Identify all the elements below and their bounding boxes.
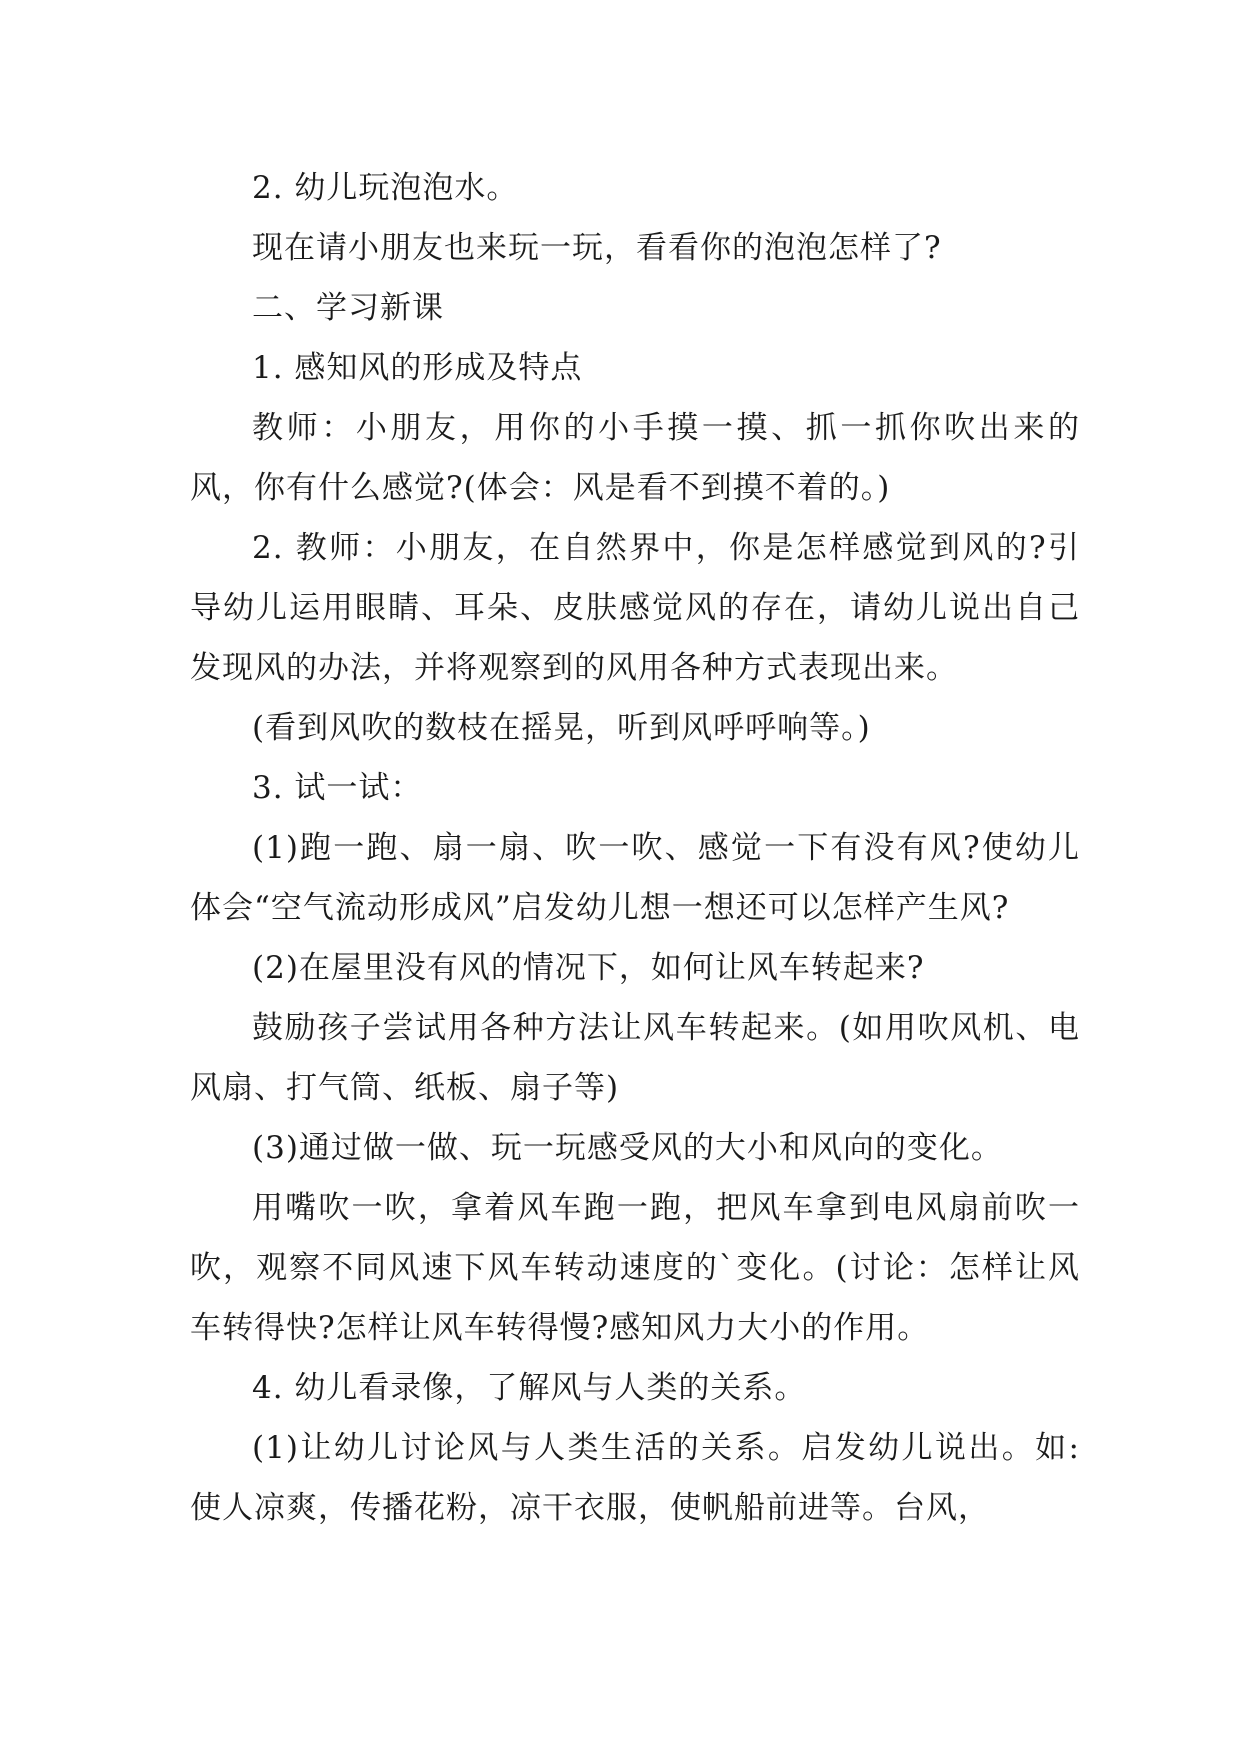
section-heading: 二、学习新课	[252, 290, 444, 326]
paragraph-4: 1. 感知风的形成及特点	[252, 350, 583, 386]
document-body	[190, 158, 1080, 1538]
paragraph-6: 2. 教师：小朋友，在自然界中，你是怎样感觉到风的?引导幼儿运用眼睛、耳朵、皮肤感觉风的存在，请幼儿说出自己发现风的办法，并将观察到的风用各种方式表现出来。	[190, 530, 1080, 686]
paragraph-8: 3. 试一试：	[252, 770, 423, 806]
paragraph-13: 用嘴吹一吹，拿着风车跑一跑，把风车拿到电风扇前吹一吹，观察不同风速下风车转动速度的`变化。(讨论：怎样让风车转得快?怎样让风车转得慢?感知风力大小的作用。	[190, 1190, 1080, 1346]
paragraph-14: 4. 幼儿看录像，了解风与人类的关系。	[252, 1370, 807, 1406]
paragraph-5: 教师：小朋友，用你的小手摸一摸、抓一抓你吹出来的风，你有什么感觉?(体会：风是看不到摸不着的。)	[190, 410, 1080, 506]
paragraph-11: 鼓励孩子尝试用各种方法让风车转起来。(如用吹风机、电风扇、打气筒、纸板、扇子等)	[190, 1010, 1080, 1106]
paragraph-7: (看到风吹的数枝在摇晃，听到风呼呼响等。)	[252, 710, 871, 746]
paragraph-9: (1)跑一跑、扇一扇、吹一吹、感觉一下有没有风?使幼儿体会“空气流动形成风”启发幼儿想一想还可以怎样产生风?	[190, 830, 1080, 926]
paragraph-2: 现在请小朋友也来玩一玩，看看你的泡泡怎样了?	[252, 230, 942, 266]
paragraph-12: (3)通过做一做、玩一玩感受风的大小和风向的变化。	[252, 1130, 1003, 1166]
paragraph-1: 2. 幼儿玩泡泡水。	[252, 170, 519, 206]
paragraph-10: (2)在屋里没有风的情况下，如何让风车转起来?	[252, 950, 925, 986]
paragraph-15: (1)让幼儿讨论风与人类生活的关系。启发幼儿说出。如: 使人凉爽，传播花粉，凉干衣服，使帆船前进等。台风，	[190, 1430, 1080, 1526]
